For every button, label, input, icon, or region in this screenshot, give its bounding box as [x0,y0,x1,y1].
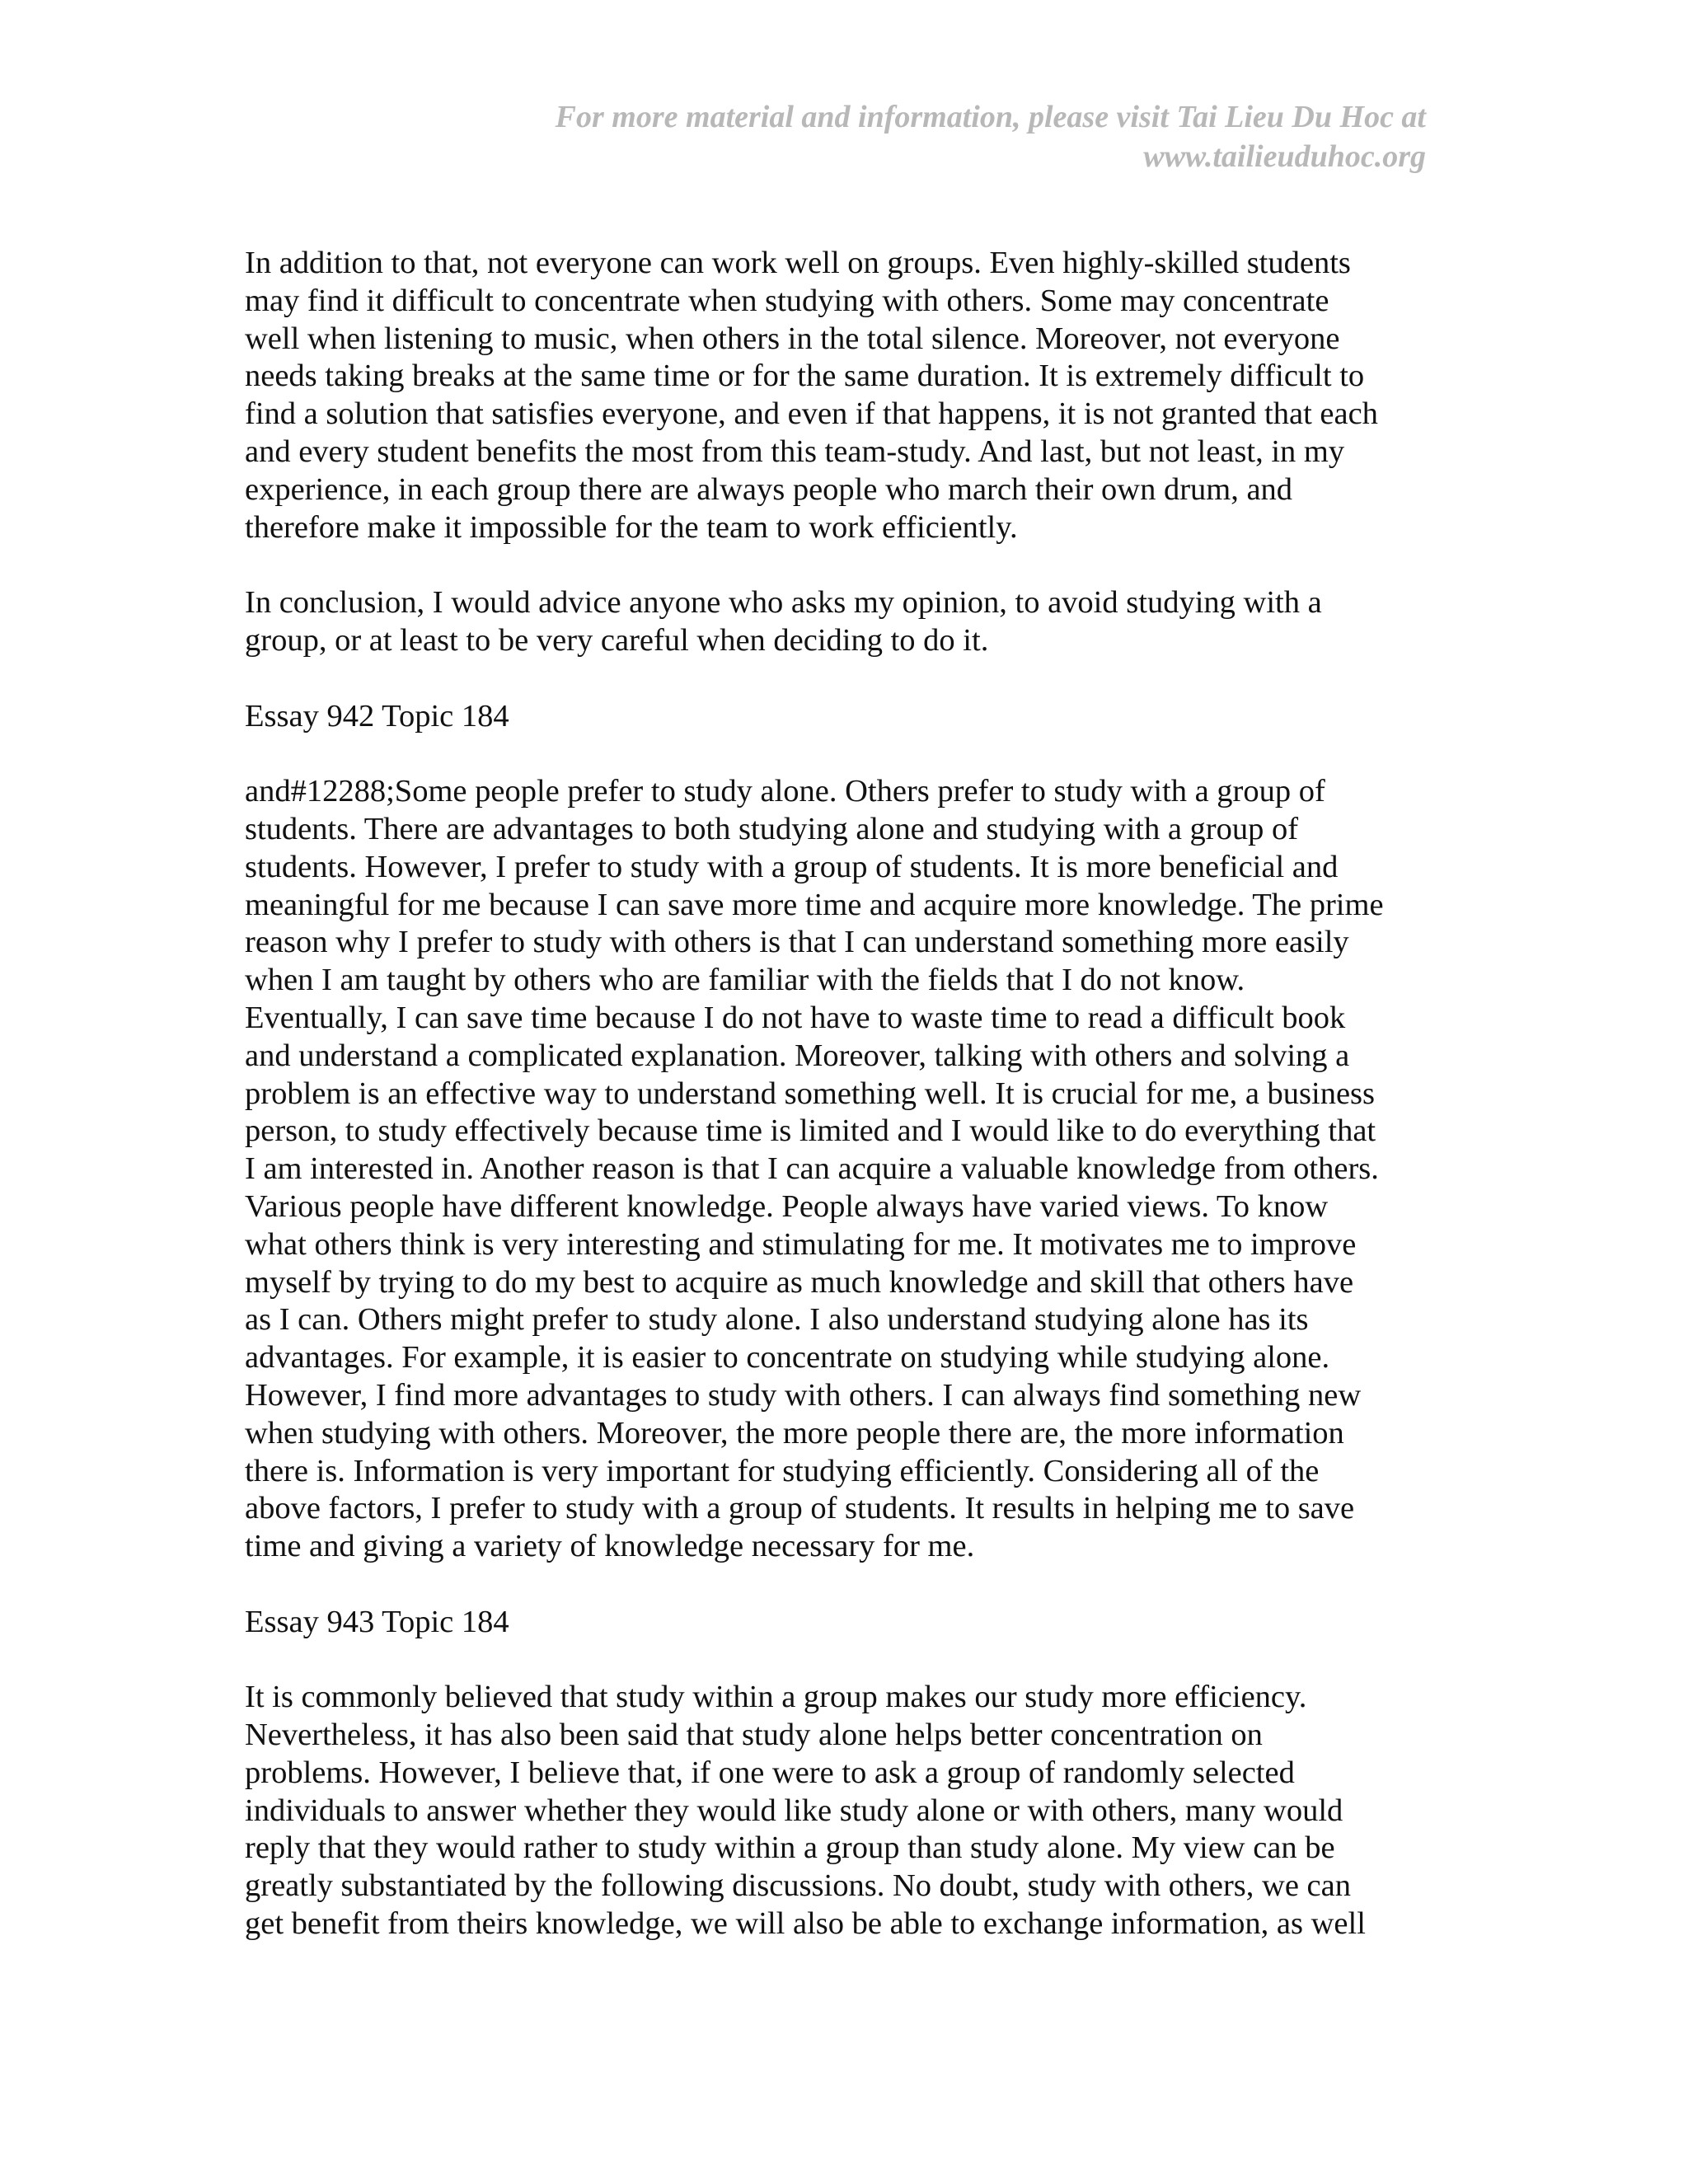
text-line: when I am taught by others who are familiar with the fields that I do not know. [245,963,1245,998]
text-line: and#12288;Some people prefer to study alone. Others prefer to study with a group of [245,774,1325,809]
essay-heading [245,698,1432,736]
text-line: Eventually, I can save time because I do not have to waste time to read a difficult book [245,1000,1346,1035]
text-line: needs taking breaks at the same time or for the same duration. It is extremely difficult to [245,359,1365,394]
text-line: reason why I prefer to study with others is that I can understand something more easily [245,925,1349,960]
text-line: get benefit from theirs knowledge, we will also be able to exchange information, as well [245,1906,1366,1942]
text-line: find a solution that satisfies everyone, and even if that happens, it is not granted that each [245,396,1378,432]
text-line: experience, in each group there are always people who march their own drum, and [245,471,1293,507]
text-line: advantages. For example, it is easier to concentrate on studying while studying alone. [245,1340,1330,1376]
text-line: students. There are advantages to both studying alone and studying with a group of [245,811,1299,846]
text-line: reply that they would rather to study within a group than study alone. My view can be [245,1830,1335,1866]
paragraph [245,1679,1432,1943]
text-line: I am interested in. Another reason is that I can acquire a valuable knowledge from others. [245,1151,1379,1187]
text-line: students. However, I prefer to study with a group of students. It is more beneficial and [245,849,1339,884]
header-line-1: For more material and information, please visit Tai Lieu Du Hoc at [555,100,1426,134]
text-line: when studying with others. Moreover, the more people there are, the more information [245,1415,1344,1451]
text-line: myself by trying to do my best to acquire as much knowledge and skill that others have [245,1264,1354,1300]
text-line: Essay 943 Topic 184 [245,1604,509,1639]
text-line: meaningful for me because I can save more time and acquire more knowledge. The prime [245,887,1384,922]
document-body [245,245,1432,1981]
text-line: greatly substantiated by the following discussions. No doubt, study with others, we can [245,1868,1351,1904]
text-line: It is commonly believed that study within a group makes our study more efficiency. [245,1680,1307,1715]
paragraph [245,773,1432,1566]
text-line: there is. Information is very important for studying efficiently. Considering all of the [245,1453,1320,1488]
text-line: In conclusion, I would advice anyone who asks my opinion, to avoid studying with a [245,585,1322,621]
text-line: and every student benefits the most from this team-study. And last, but not least, in my [245,434,1345,469]
text-line: Nevertheless, it has also been said that study alone helps better concentration on [245,1718,1263,1753]
text-line: may find it difficult to concentrate when studying with others. Some may concentrate [245,283,1329,318]
text-line: and understand a complicated explanation. Moreover, talking with others and solving a [245,1038,1350,1073]
header-line-2: www.tailieuduhoc.org [1143,139,1426,174]
text-line: time and giving a variety of knowledge necessary for me. [245,1529,975,1564]
text-line: above factors, I prefer to study with a group of students. It results in helping me to save [245,1491,1355,1526]
page-header [190,97,1426,176]
text-line: problems. However, I believe that, if one were to ask a group of randomly selected [245,1755,1295,1790]
paragraph [245,245,1432,546]
text-line: well when listening to music, when others in the total silence. Moreover, not everyone [245,321,1340,356]
text-line: problem is an effective way to understand something well. It is crucial for me, a business [245,1076,1376,1111]
text-line: However, I find more advantages to study with others. I can always find something new [245,1377,1362,1413]
text-line: person, to study effectively because time is limited and I would like to do everything that [245,1113,1376,1149]
text-line: therefore make it impossible for the team to work efficiently. [245,509,1018,545]
text-line: Essay 942 Topic 184 [245,698,509,733]
text-line: Various people have different knowledge. People always have varied views. To know [245,1188,1329,1224]
paragraph [245,584,1432,660]
text-line: as I can. Others might prefer to study alone. I also understand studying alone has its [245,1302,1309,1338]
text-line: what others think is very interesting and stimulating for me. It motivates me to improve [245,1226,1357,1262]
text-line: group, or at least to be very careful when deciding to do it. [245,622,989,658]
text-line: In addition to that, not everyone can work well on groups. Even highly-skilled students [245,246,1351,280]
essay-heading [245,1604,1432,1642]
text-line: individuals to answer whether they would like study alone or with others, many would [245,1793,1343,1828]
